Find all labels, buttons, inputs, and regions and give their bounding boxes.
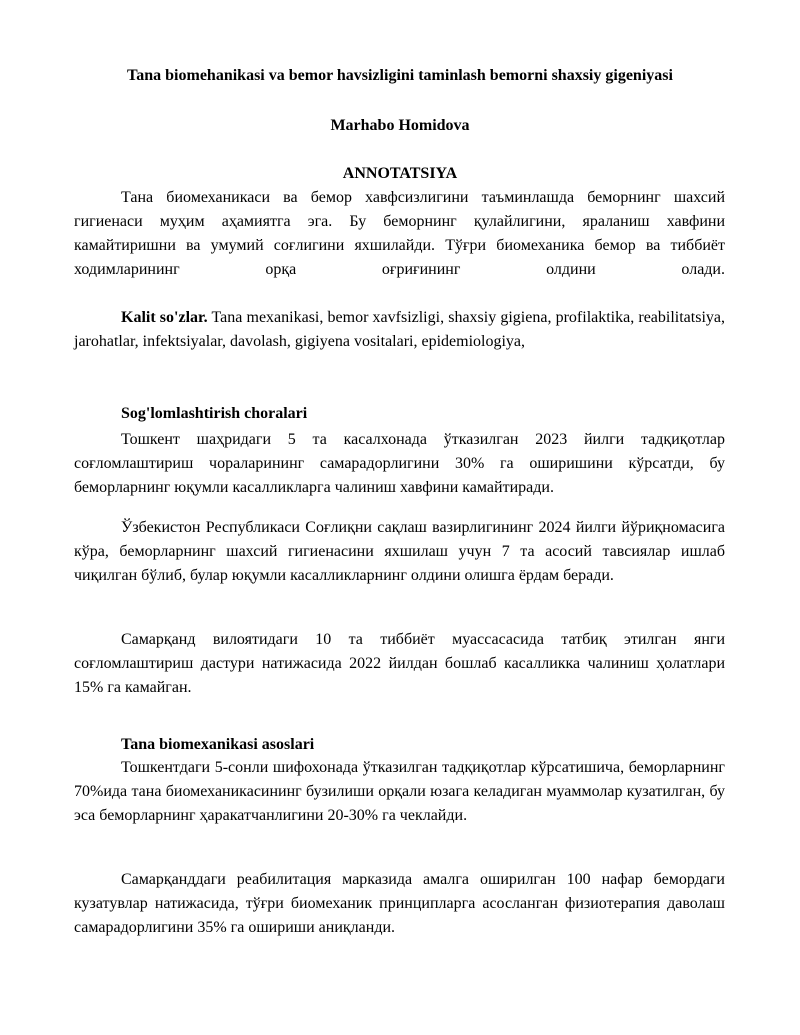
section1-paragraph-2: Ўзбекистон Республикаси Соғлиқни сақлаш вазирлигининг 2024 йилги йўриқномасига кўра, беморларнинг шахсий гигиенасини яхшилаш учун 7 та асосий тавсиялар ишлаб чиқилган бўлиб, булар юқумли касалликларнинг олдини олишга ёрдам беради. — [74, 519, 725, 584]
section1-paragraph-3: Самарқанд вилоятидаги 10 та тиббиёт муассасасида татбиқ этилган янги соғломлаштириш дастури натижасида 2022 йилдан бошлаб касалликка чалиниш ҳолатлари 15% га камайган. — [74, 631, 725, 696]
section1-paragraph-1: Тошкент шаҳридаги 5 та касалхонада ўтказилган 2023 йилги тадқиқотлар соғломлаштириш чораларининг самарадорлигини 30% га оширишини кўрсатди, бу беморларнинг юқумли касалликларга чалиниш хавфини камайтиради. — [74, 431, 725, 496]
author-name: Marhabo Homidova — [330, 117, 470, 134]
keywords-list: Tana mexanikasi, bemor xavfsizligi, shaxsiy gigiena, profilaktika, reabilitatsiya, jarohatlar, infektsiyalar, davolash, gigiyena vositalari, epidemiologiya, — [74, 309, 725, 350]
section-heading-biomechanics-basics: Tana biomexanikasi asoslari — [121, 736, 315, 753]
annotation-paragraph: Тана биомеханикаси ва бемор хавфсизлигини таъминлашда беморнинг шахсий гигиенаси муҳим аҳамиятга эга. Бу беморнинг қулайлигини, яраланиш хавфини камайтиришни ва умумий соғлигини яхшилайди. Тўғри биомеханика бемор ва тиббиёт ходимларининг орқа оғриғининг олдини олади. — [74, 189, 725, 278]
annotation-heading: ANNOTATSIYA — [342, 165, 458, 182]
section2-paragraph-2: Самарқанддаги реабилитация марказида амалга оширилган 100 нафар бемордаги кузатувлар натижасида, тўғри биомеханик принципларга асосланган физиотерапия даволаш самарадорлигини 35% га ошириши аниқланди. — [74, 871, 725, 936]
keywords-paragraph — [74, 306, 725, 354]
section-heading-health-measures: Sog'lomlashtirish choralari — [121, 405, 308, 422]
section2-paragraph-1: Тошкентдаги 5-сонли шифохонада ўтказилган тадқиқотлар кўрсатишича, беморларнинг 70%ида тана биомеханикасининг бузилиши орқали юзага келадиган муаммолар кузатилган, бу эса беморларнинг ҳаракатчанлигини 20-30% га чеклайди. — [74, 759, 725, 824]
keywords-label: Kalit so'zlar. — [121, 309, 208, 326]
paper-title: Tana biomehanikasi va bemor havsizligini taminlash bemorni shaxsiy gigeniyasi — [127, 67, 673, 84]
